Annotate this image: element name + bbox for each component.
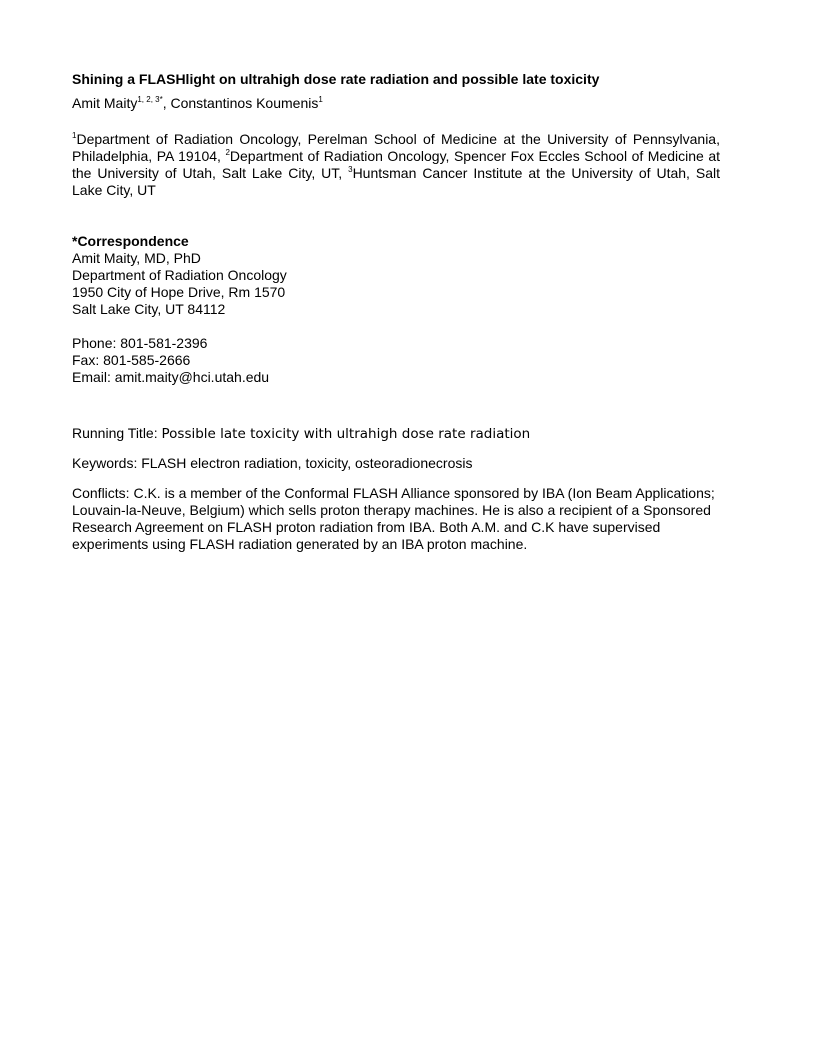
correspondence-name: Amit Maity, MD, PhD (72, 250, 201, 266)
running-title (72, 424, 720, 443)
conflicts-statement: Conflicts: C.K. is a member of the Conformal FLASH Alliance sponsored by IBA (Ion Beam Applications; Louvain-la-Neuve, Belgium) which sells proton therapy machines. He is also a recipient of a Sponsored Research Agreement on FLASH proton radiation from IBA. Both A.M. and C.K have supervised experiments using FLASH radiation generated by an IBA proton machine. (72, 485, 715, 552)
correspondence-heading: *Correspondence (72, 233, 189, 249)
contact-email: Email: amit.maity@hci.utah.edu (72, 369, 270, 385)
correspondence-city: Salt Lake City, UT 84112 (72, 301, 226, 317)
paper-title: Shining a FLASHlight on ultrahigh dose rate radiation and possible late toxicity (72, 71, 600, 87)
affiliation-mark-1: 1 (72, 131, 77, 140)
keywords: Keywords: FLASH electron radiation, toxicity, osteoradionecrosis (72, 455, 473, 471)
contact-fax: Fax: 801-585-2666 (72, 352, 191, 368)
author-1-affiliation-marks: 1, 2, 3* (137, 95, 163, 104)
affiliation-mark-2: 2 (225, 148, 230, 157)
affiliation-mark-3: 3 (348, 165, 353, 174)
running-title-label: Running Title: (72, 425, 162, 441)
correspondence-block (72, 233, 720, 318)
running-title-value: Possible late toxicity with ultrahigh dose rate radiation (161, 426, 531, 442)
author-separator: , (162, 95, 171, 111)
author-line (72, 94, 720, 112)
contact-phone: Phone: 801-581-2396 (72, 335, 208, 351)
author-2: Constantinos Koumenis (170, 95, 319, 111)
author-2-affiliation-mark: 1 (318, 95, 323, 104)
correspondence-street: 1950 City of Hope Drive, Rm 1570 (72, 284, 286, 300)
contact-block (72, 335, 720, 386)
affiliation-1: Department of Radiation Oncology, Perelman School of Medicine at the University of Pennsylvania, Philadelphia, PA 19104, (72, 131, 720, 164)
correspondence-department: Department of Radiation Oncology (72, 267, 287, 283)
document-page (72, 70, 720, 553)
affiliations (72, 131, 720, 199)
affiliation-3: Huntsman Cancer Institute at the University of Utah, Salt Lake City, UT (72, 165, 720, 198)
author-1: Amit Maity (72, 95, 138, 111)
affiliation-2: Department of Radiation Oncology, Spencer Fox Eccles School of Medicine at the University of Utah, Salt Lake City, UT, (72, 148, 721, 181)
